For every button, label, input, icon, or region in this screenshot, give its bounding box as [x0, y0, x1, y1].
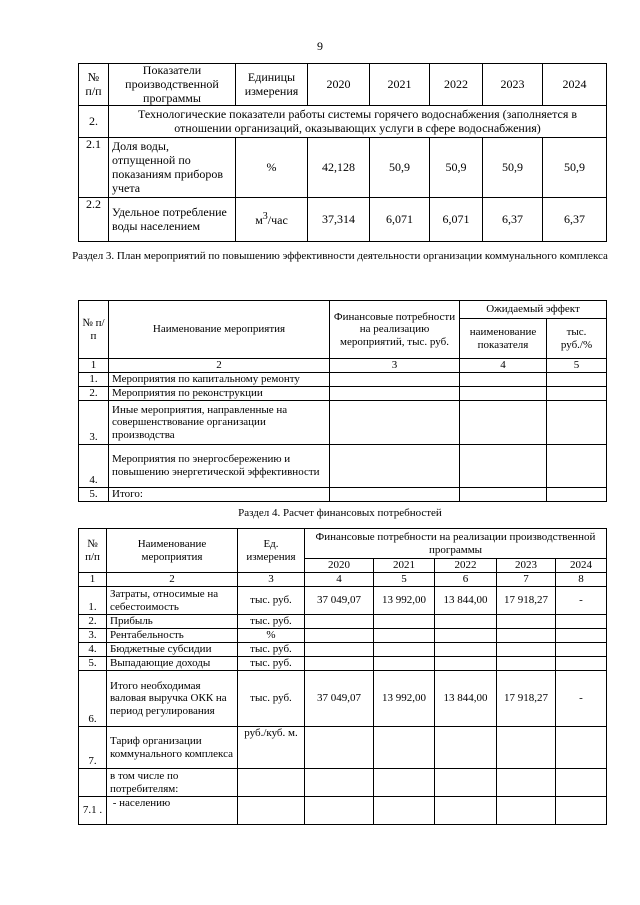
row-unit: тыс. руб.: [238, 643, 305, 657]
row-measure: Тариф организации коммунального комплекса: [107, 727, 238, 769]
row-indicator: Доля воды, отпущенной по показаниям приборов учета: [109, 138, 236, 198]
header-unit: Ед. измерения: [238, 529, 305, 573]
row-num: 1.: [79, 587, 107, 615]
table-row: [79, 488, 607, 502]
cell-value: 13 844,00: [435, 671, 497, 727]
table-row: [79, 629, 607, 643]
cell-value: 37,314: [308, 198, 370, 242]
section3-title: Раздел 3. План мероприятий по повышению эффективности деятельности организации коммунального комплекса: [72, 250, 608, 262]
table-header-row: [79, 64, 607, 106]
header-unit: Единицы измерения: [236, 64, 308, 106]
cell-value: 17 918,27: [497, 587, 556, 615]
cell-value: 17 918,27: [497, 671, 556, 727]
table-row: [79, 387, 607, 401]
cell-value: 37 049,07: [305, 587, 374, 615]
row-num: [79, 769, 107, 797]
cell-value: -: [556, 671, 607, 727]
row-unit: %: [238, 629, 305, 643]
row-unit: тыс. руб.: [238, 615, 305, 629]
col-number: 3: [238, 573, 305, 587]
table-row: [79, 401, 607, 445]
cell-value: 42,128: [308, 138, 370, 198]
row-measure: Мероприятия по реконструкции: [109, 387, 330, 401]
row-measure: Прибыль: [107, 615, 238, 629]
table-row: [79, 727, 607, 769]
table-row: [79, 671, 607, 727]
row-unit: тыс. руб.: [238, 587, 305, 615]
cell-value: 6,071: [430, 198, 483, 242]
col-number: 1: [79, 573, 107, 587]
cell-value: 37 049,07: [305, 671, 374, 727]
row-num: 3.: [79, 629, 107, 643]
cell-value: 50,9: [430, 138, 483, 198]
unit-base: м: [255, 213, 263, 228]
col-number: 5: [547, 359, 607, 373]
row-indicator: Удельное потребление воды населением: [109, 198, 236, 242]
table-row: [79, 198, 607, 242]
table-header-row: [79, 301, 607, 319]
col-number: 8: [556, 573, 607, 587]
cell-value: 50,9: [483, 138, 543, 198]
col-number: 2: [107, 573, 238, 587]
row-measure: в том числе по потребителям:: [107, 769, 238, 797]
header-year: 2021: [374, 559, 435, 573]
row-unit: [236, 198, 308, 242]
col-number: 7: [497, 573, 556, 587]
production-indicators-table: [78, 63, 607, 242]
cell-value: 6,37: [543, 198, 607, 242]
unit-superscript: 3: [262, 211, 268, 223]
col-number: 6: [435, 573, 497, 587]
financial-needs-table: [78, 528, 607, 825]
section-num: 2.: [79, 106, 109, 138]
header-num: № п/п: [79, 301, 109, 359]
row-unit: тыс. руб.: [238, 657, 305, 671]
row-measure: Итого необходимая валовая выручка ОКК на период регулирования: [107, 671, 238, 727]
column-numbers-row: [79, 573, 607, 587]
table-row: [79, 657, 607, 671]
row-unit: [238, 769, 305, 797]
cell-value: -: [556, 587, 607, 615]
row-unit: %: [236, 138, 308, 198]
page-number: 9: [317, 39, 323, 53]
cell-value: 13 992,00: [374, 671, 435, 727]
header-finance: Финансовые потребности на реализацию мероприятий, тыс. руб.: [330, 301, 460, 359]
col-number: 2: [109, 359, 330, 373]
row-unit: тыс. руб.: [238, 671, 305, 727]
unit-rest: /час: [267, 213, 288, 228]
row-num: 3.: [79, 401, 109, 445]
header-year: 2022: [435, 559, 497, 573]
row-measure: Итого:: [109, 488, 330, 502]
row-num: 5.: [79, 657, 107, 671]
header-year: 2022: [430, 64, 483, 106]
row-num: 2.: [79, 615, 107, 629]
row-num: 4.: [79, 445, 109, 488]
row-num: 1.: [79, 373, 109, 387]
header-year: 2020: [305, 559, 374, 573]
row-unit: [238, 797, 305, 825]
col-number: 4: [305, 573, 374, 587]
table-row: [79, 643, 607, 657]
table-row: [79, 587, 607, 615]
row-num: 6.: [79, 671, 107, 727]
row-measure: - населению: [107, 797, 238, 825]
row-unit: руб./куб. м.: [238, 727, 305, 769]
section4-title: Раздел 4. Расчет финансовых потребностей: [238, 507, 442, 519]
row-measure: Мероприятия по энергосбережению и повышению энергетической эффективности: [109, 445, 330, 488]
table-row: [79, 615, 607, 629]
header-effect-name: наименование показателя: [460, 319, 547, 359]
row-num: 7.1 .: [79, 797, 107, 825]
row-measure: Мероприятия по капитальному ремонту: [109, 373, 330, 387]
header-year: 2024: [543, 64, 607, 106]
col-number: 5: [374, 573, 435, 587]
cell-value: 13 844,00: [435, 587, 497, 615]
header-year: 2023: [483, 64, 543, 106]
row-num: 4.: [79, 643, 107, 657]
header-effect-unit: тыс. руб./%: [547, 319, 607, 359]
cell-value: 6,071: [370, 198, 430, 242]
header-year: 2024: [556, 559, 607, 573]
table-row: [79, 445, 607, 488]
header-year: 2020: [308, 64, 370, 106]
row-measure: Выпадающие доходы: [107, 657, 238, 671]
section-title: Технологические показатели работы системы горячего водоснабжения (заполняется в отношении организаций, оказывающих услуги в сфере водоснабжения): [109, 106, 607, 138]
header-measure: Наименование мероприятия: [107, 529, 238, 573]
row-num: 7.: [79, 727, 107, 769]
row-num: 2.2: [79, 198, 109, 242]
cell-value: 50,9: [543, 138, 607, 198]
column-numbers-row: [79, 359, 607, 373]
header-indicator: Показатели производственной программы: [109, 64, 236, 106]
table-row: [79, 769, 607, 797]
table-row: [79, 797, 607, 825]
cell-value: 13 992,00: [374, 587, 435, 615]
col-number: 4: [460, 359, 547, 373]
row-measure: Затраты, относимые на себестоимость: [107, 587, 238, 615]
row-measure: Иные мероприятия, направленные на совершенствование организации производства: [109, 401, 330, 445]
row-measure: Рентабельность: [107, 629, 238, 643]
table-row: [79, 373, 607, 387]
cell-value: 50,9: [370, 138, 430, 198]
header-num: № п/п: [79, 529, 107, 573]
table-header-row: [79, 529, 607, 559]
table-row: [79, 106, 607, 138]
cell-value: 6,37: [483, 198, 543, 242]
header-year: 2023: [497, 559, 556, 573]
header-num: № п/п: [79, 64, 109, 106]
row-num: 5.: [79, 488, 109, 502]
measures-plan-table: [78, 300, 607, 502]
row-num: 2.1: [79, 138, 109, 198]
row-num: 2.: [79, 387, 109, 401]
header-measure: Наименование мероприятия: [109, 301, 330, 359]
col-number: 1: [79, 359, 109, 373]
header-effect: Ожидаемый эффект: [460, 301, 607, 319]
header-year: 2021: [370, 64, 430, 106]
header-finance: Финансовые потребности на реализации производственной программы: [305, 529, 607, 559]
table-row: [79, 138, 607, 198]
col-number: 3: [330, 359, 460, 373]
row-measure: Бюджетные субсидии: [107, 643, 238, 657]
